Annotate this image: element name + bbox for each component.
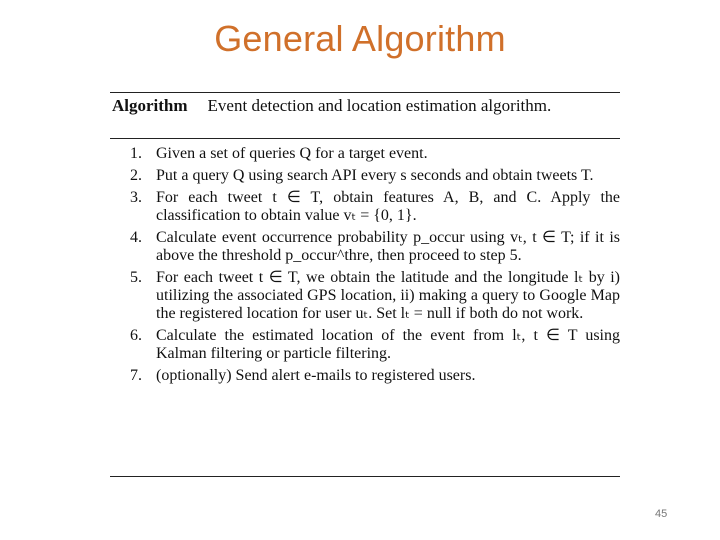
algorithm-label: Algorithm	[112, 96, 188, 115]
step-text: Calculate event occurrence probability p_occur using vₜ, t ∈ T; if it is above the threshold p_occur^thre, then proceed to step 5.	[156, 229, 620, 264]
step-text: Put a query Q using search API every s seconds and obtain tweets T.	[156, 167, 594, 184]
step-item	[130, 167, 620, 185]
step-text: Given a set of queries Q for a target event.	[156, 145, 428, 162]
algorithm-caption: Event detection and location estimation algorithm.	[207, 96, 552, 115]
page-number: 45	[655, 508, 668, 520]
step-number: 4.	[130, 229, 142, 246]
step-text: (optionally) Send alert e-mails to registered users.	[156, 367, 476, 384]
bottom-rule	[110, 476, 620, 477]
step-number: 7.	[130, 367, 142, 384]
step-item	[130, 189, 620, 225]
step-number: 5.	[130, 269, 142, 286]
step-number: 3.	[130, 189, 142, 206]
algorithm-header	[112, 95, 618, 116]
step-text: Calculate the estimated location of the event from lₜ, t ∈ T using Kalman filtering or particle filtering.	[156, 327, 620, 362]
step-number: 6.	[130, 327, 142, 344]
step-item	[130, 269, 620, 323]
slide-title: General Algorithm	[214, 18, 506, 59]
step-item	[130, 229, 620, 265]
step-text: For each tweet t ∈ T, obtain features A, B, and C. Apply the classification to obtain value vₜ = {0, 1}.	[156, 189, 620, 224]
algorithm-box	[110, 86, 620, 478]
step-item	[130, 145, 620, 163]
step-item	[130, 367, 620, 385]
step-number: 1.	[130, 145, 142, 162]
algorithm-steps	[130, 145, 620, 389]
header-rule	[110, 138, 620, 139]
step-item	[130, 327, 620, 363]
top-rule	[110, 92, 620, 93]
step-number: 2.	[130, 167, 142, 184]
step-text: For each tweet t ∈ T, we obtain the latitude and the longitude lₜ by i) utilizing the associated GPS location, ii) making a query to Google Map the registered location for user uₜ. Set lₜ = null if both do not work.	[156, 269, 620, 322]
